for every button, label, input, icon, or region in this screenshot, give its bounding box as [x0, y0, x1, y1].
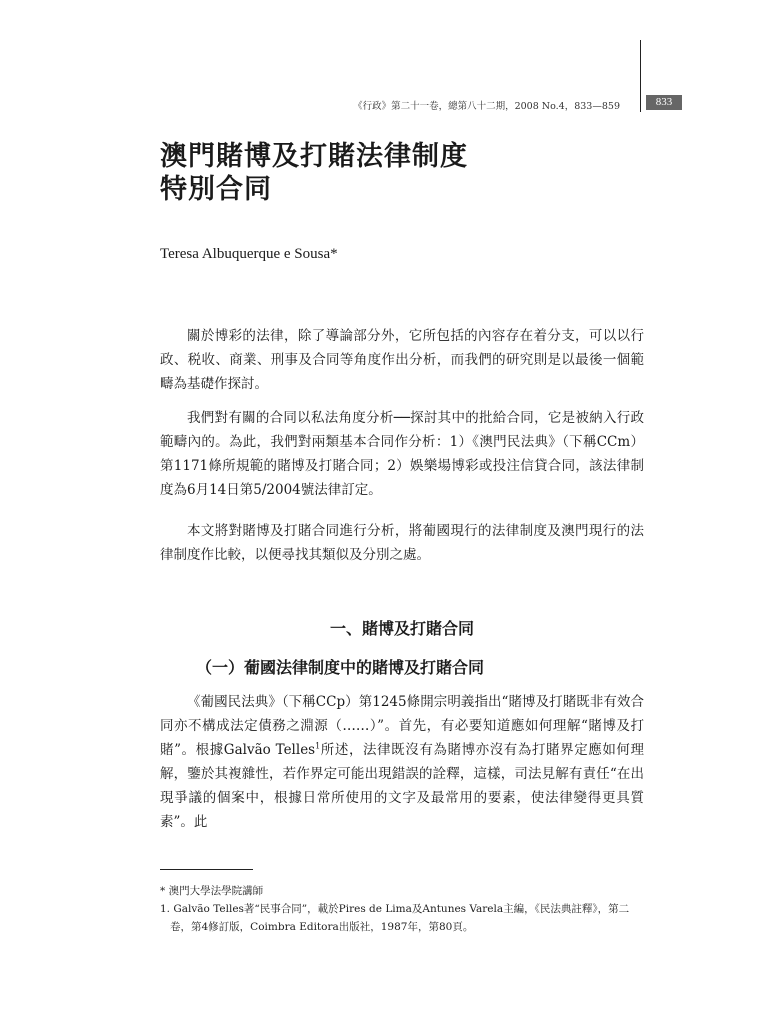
paragraph-4-part-a: 《葡國民法典》（下稱CCp）第1245條開宗明義指出“賭博及打賭既非有效合同亦不構成法定債務之淵源（……）”。首先，有必要知道應如何理解“賭博及打賭”。根據Galvão Telles: [160, 694, 644, 758]
intro-block: [160, 324, 644, 396]
margin-rule: [640, 40, 641, 112]
footnote-1: 1. Galvão Telles著“民事合同”，載於Pires de Lima及Antunes Varela主編，《民法典註釋》，第二卷，第4修訂版，Coimbra Editora出版社，1987年，第80頁。: [160, 903, 630, 933]
footnote-author: * 澳門大學法學院講師: [160, 885, 264, 897]
section-body: [160, 690, 644, 834]
footnotes: [160, 882, 650, 936]
paragraph-1: 關於博彩的法律，除了導論部分外，它所包括的內容存在着分支，可以以行政、税收、商業、刑事及合同等角度作出分析，而我們的研究則是以最後一個範疇為基礎作探討。: [160, 328, 644, 392]
paragraph-4: [160, 690, 644, 834]
paragraph-4-part-b: 所述，法律既沒有為賭博亦沒有為打賭界定應如何理解，鑒於其複雜性，若作界定可能出現錯誤的詮釋，這樣，司法見解有責任“在出現爭議的個案中，根據日常所使用的文字及最常用的要素，使法律變得更具質素”。此: [160, 742, 645, 830]
paragraph-2: 我們對有關的合同以私法角度分析──探討其中的批給合同，它是被納入行政範疇內的。為此，我們對兩類基本合同作分析：1）《澳門民法典》（下稱CCm）第1171條所規範的賭博及打賭合同；2）娛樂場博彩或投注信貸合同，該法律制度為6月14日第5/2004號法律訂定。: [160, 410, 644, 498]
intro-block-3: [160, 519, 644, 567]
footnote-rule: [160, 869, 253, 870]
author-name: Teresa Albuquerque e Sousa*: [160, 246, 338, 262]
page-number: 833: [646, 95, 682, 110]
article-title: [160, 140, 468, 206]
paragraph-3: 本文將對賭博及打賭合同進行分析，將葡國現行的法律制度及澳門現行的法律制度作比較，以便尋找其類似及分別之處。: [160, 523, 644, 563]
subsection-heading: （一）葡國法律制度中的賭博及打賭合同: [196, 658, 485, 677]
footnote-ref-1[interactable]: 1: [315, 741, 321, 751]
title-line-1: 澳門賭博及打賭法律制度: [160, 141, 468, 172]
intro-block-2: [160, 406, 644, 502]
section-heading: 一、賭博及打賭合同: [329, 619, 474, 638]
title-line-2: 特別合同: [160, 174, 272, 205]
running-header: 《行政》第二十一卷，總第八十二期，2008 No.4，833—859: [353, 101, 620, 112]
